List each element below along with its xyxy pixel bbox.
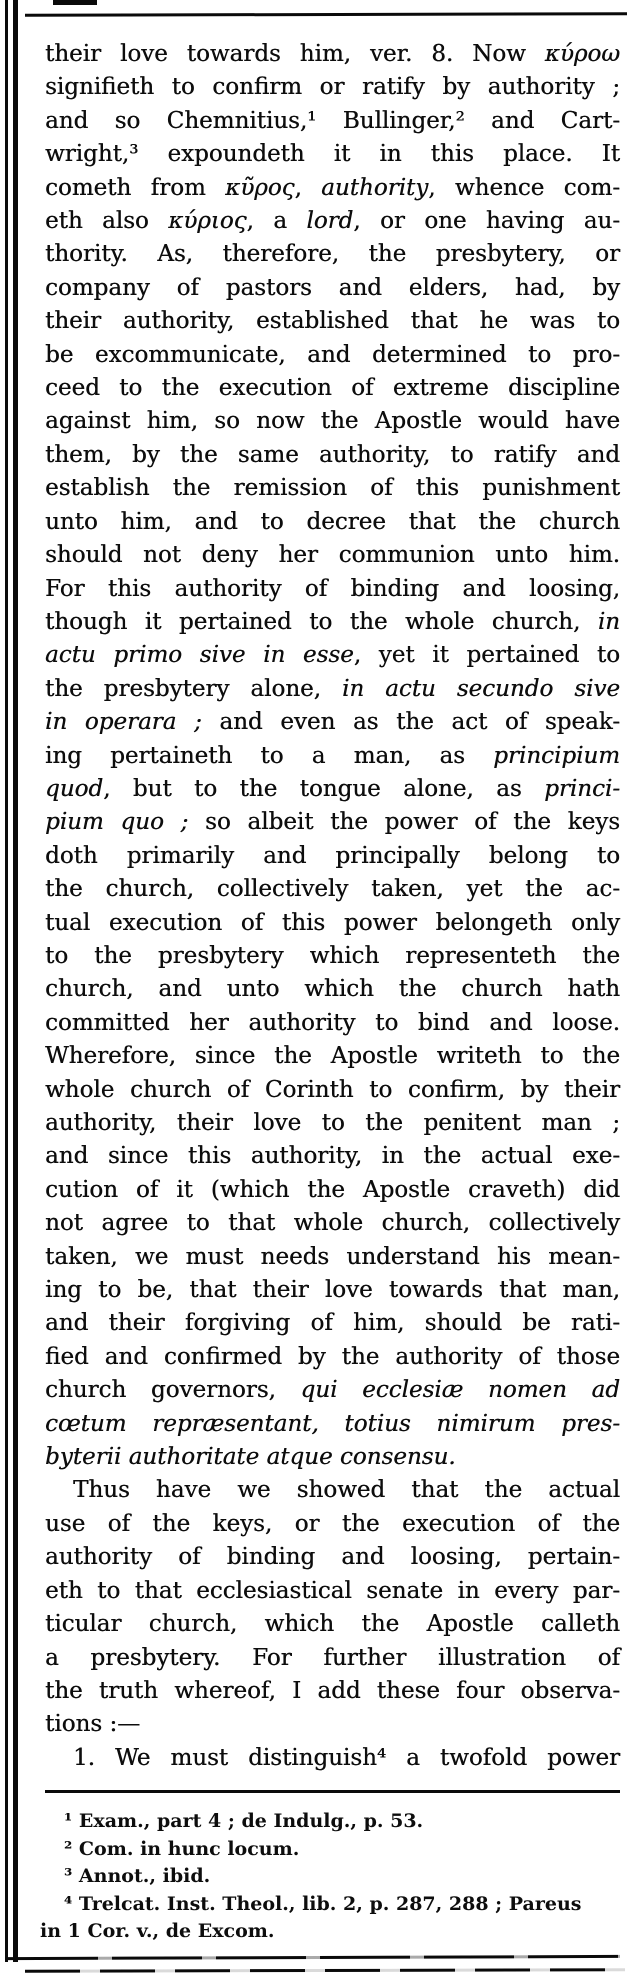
text-line: cometh from κῦρος, authority, whence com- [45,174,620,201]
text-line: the church, collectively taken, yet the ac- [45,876,620,903]
footnote-separator-rule [45,1790,620,1793]
text-line: ing to be, that their love towards that man, [45,1277,620,1304]
text-line: their authority, established that he was to [45,308,620,335]
text-line: and since this authority, in the actual exe- [45,1143,620,1170]
text-line: quod, but to the tongue alone, as princi- [45,775,620,802]
text-line: use of the keys, or the execution of the [45,1510,620,1537]
text-line: in operara ; and even as the act of speak- [45,709,620,736]
text-line: tual execution of this power belongeth only [45,909,620,936]
text-line: actu primo sive in esse, yet it pertained to [45,642,620,669]
text-line: thority. As, therefore, the presbytery, or [45,241,620,268]
text-line: whole church of Corinth to confirm, by their [45,1076,620,1103]
text-line: authority, their love to the penitent man ; [45,1110,620,1136]
text-line: 1. We must distinguish⁴ a twofold power [73,1744,620,1771]
text-line: fied and confirmed by the authority of those [45,1343,620,1370]
top-border-rule [25,12,627,17]
text-line: and so Chemnitius,¹ Bullinger,² and Cart- [45,107,620,134]
footnotes [40,1808,620,1946]
text-line: authority of binding and loosing, pertain- [45,1544,620,1571]
bottom-rule-lower [25,1968,625,1973]
text-line: wright,³ expoundeth it in this place. It [45,141,620,168]
text-line: cœtum repræsentant, totius nimirum pres- [45,1410,620,1437]
text-line: ceed to the execution of extreme discipline [45,375,620,402]
left-page-edge-rule-outer [5,0,8,1962]
body-text [45,38,620,1775]
bottom-rule-upper [8,1955,620,1960]
text-line: the truth whereof, I add these four observa- [45,1677,620,1704]
text-line: ³ Annot., ibid. [64,1865,211,1887]
text-line: tions :— [45,1711,141,1738]
text-line: establish the remission of this punishment [45,475,620,502]
text-line: pium quo ; so albeit the power of the keys [45,809,620,836]
text-line: signifieth to confirm or ratify by authority ; [45,74,620,101]
left-page-edge-rule-inner [13,0,18,1962]
text-line: taken, we must needs understand his mean- [45,1243,620,1270]
text-line: though it pertained to the whole church, in [45,608,620,635]
text-line: byterii authoritate atque consensu. [45,1444,456,1471]
text-line: not agree to that whole church, collectively [45,1210,620,1237]
text-line: their love towards him, ver. 8. Now κύροω [45,41,620,67]
text-line: doth primarily and principally belong to [45,842,620,869]
text-line: ¹ Exam., part 4 ; de Indulg., p. 53. [64,1810,424,1832]
text-line: cution of it (which the Apostle craveth) did [45,1176,620,1203]
text-line: eth to that ecclesiastical senate in every par- [45,1577,620,1604]
text-line: the presbytery alone, in actu secundo sive [45,675,620,702]
text-line: Thus have we showed that the actual [73,1477,620,1504]
text-line: them, by the same authority, to ratify and [45,441,620,468]
text-line: eth also κύριος, a lord, or one having au- [45,208,620,235]
text-line: to the presbytery which representeth the [45,942,620,969]
text-line: and their forgiving of him, should be rati- [45,1310,620,1337]
text-line: ² Com. in hunc locum. [64,1837,300,1860]
text-line: against him, so now the Apostle would have [45,408,620,435]
scan-artifact-dash [53,0,97,5]
text-line: ⁴ Trelcat. Inst. Theol., lib. 2, p. 287, 288 ; Pareus [64,1892,582,1915]
text-line: ticular church, which the Apostle calleth [45,1611,620,1638]
text-line: For this authority of binding and loosing, [45,575,620,602]
text-line: in 1 Cor. v., de Excom. [40,1920,275,1942]
text-line: a presbytery. For further illustration of [45,1644,620,1671]
text-line: ing pertaineth to a man, as principium [45,742,620,769]
text-line: unto him, and to decree that the church [45,508,620,535]
text-line: church, and unto which the church hath [45,976,620,1003]
text-line: be excommunicate, and determined to pro- [45,341,620,368]
text-line: should not deny her communion unto him. [45,542,620,569]
text-line: committed her authority to bind and loose. [45,1009,620,1036]
text-line: Wherefore, since the Apostle writeth to the [45,1043,620,1070]
text-line: church governors, qui ecclesiæ nomen ad [45,1377,620,1404]
text-line: company of pastors and elders, had, by [45,274,620,301]
